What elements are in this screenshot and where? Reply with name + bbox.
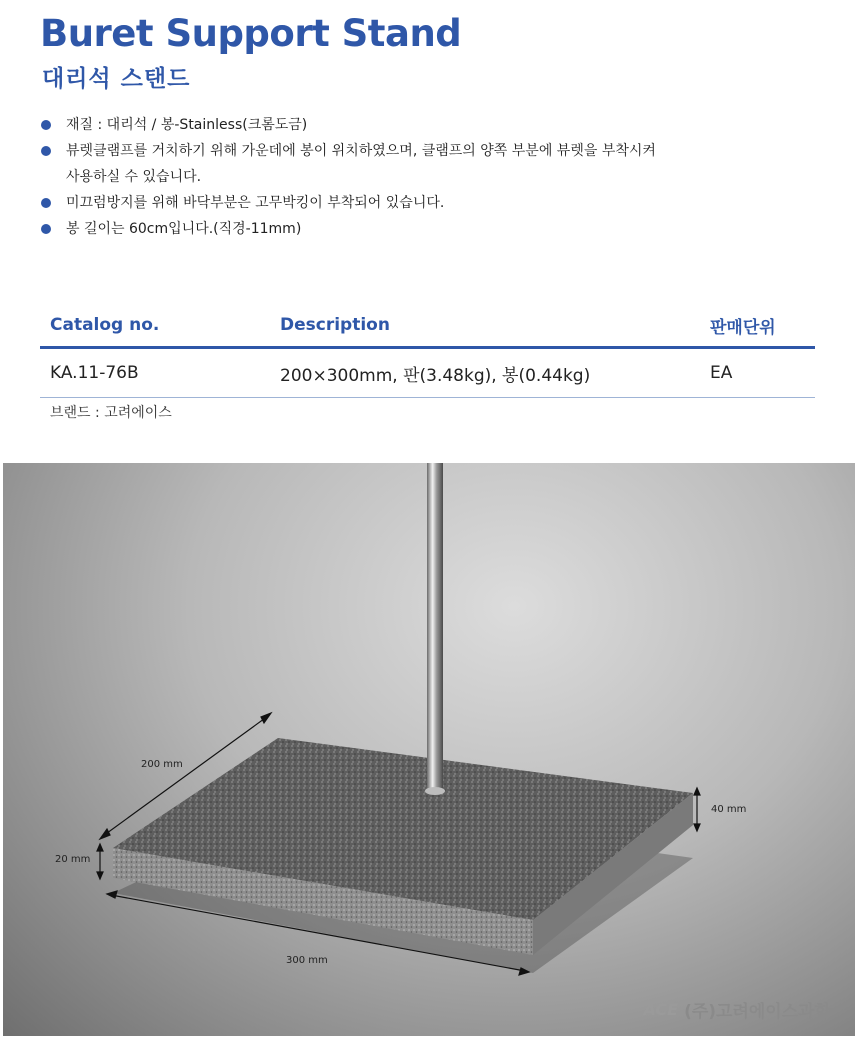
page-title: Buret Support Stand bbox=[40, 12, 462, 55]
brand-label: 브랜드 : 고려에이스 bbox=[50, 405, 172, 421]
table-header-row bbox=[40, 304, 815, 348]
dimension-200-label: 200 mm bbox=[141, 759, 183, 770]
feature-list bbox=[40, 112, 800, 242]
stand-illustration bbox=[3, 463, 855, 1036]
steel-rod bbox=[427, 463, 443, 793]
dimension-40-label: 40 mm bbox=[711, 804, 747, 815]
feature-item-material: 재질 : 대리석 / 봉-Stainless(크롬도금) bbox=[40, 112, 800, 138]
feature-item-clamp-continued: 사용하실 수 있습니다. bbox=[66, 169, 202, 185]
column-header-description: Description bbox=[270, 304, 700, 348]
feature-item-clamp: 뷰렛클램프를 거치하기 위해 가운데에 봉이 위치하였으며, 클램프의 양쪽 부분에 뷰렛을 부착시켜 bbox=[40, 138, 800, 164]
ace-logo-icon: ACE bbox=[643, 1000, 679, 1019]
company-name: (주)고려에이스과학 bbox=[684, 1002, 831, 1022]
table-row bbox=[40, 348, 815, 398]
product-photo bbox=[3, 463, 855, 1036]
description-cell: 200×300mm, 판(3.48kg), 봉(0.44kg) bbox=[270, 348, 700, 398]
feature-item-rod-length: 봉 길이는 60cm입니다.(직경-11mm) bbox=[40, 216, 800, 242]
dimension-20-label: 20 mm bbox=[55, 854, 91, 865]
column-header-unit: 판매단위 bbox=[700, 304, 815, 348]
feature-item-antislip: 미끄럼방지를 위해 바닥부분은 고무박킹이 부착되어 있습니다. bbox=[40, 190, 800, 216]
catalog-number: KA.11-76B bbox=[40, 348, 270, 398]
dimension-300-label: 300 mm bbox=[286, 955, 328, 966]
column-header-catalog: Catalog no. bbox=[40, 304, 270, 348]
unit-cell: EA bbox=[700, 348, 815, 398]
company-logo bbox=[644, 997, 831, 1022]
page-subtitle: 대리석 스탠드 bbox=[42, 66, 191, 92]
spec-table bbox=[40, 304, 815, 398]
